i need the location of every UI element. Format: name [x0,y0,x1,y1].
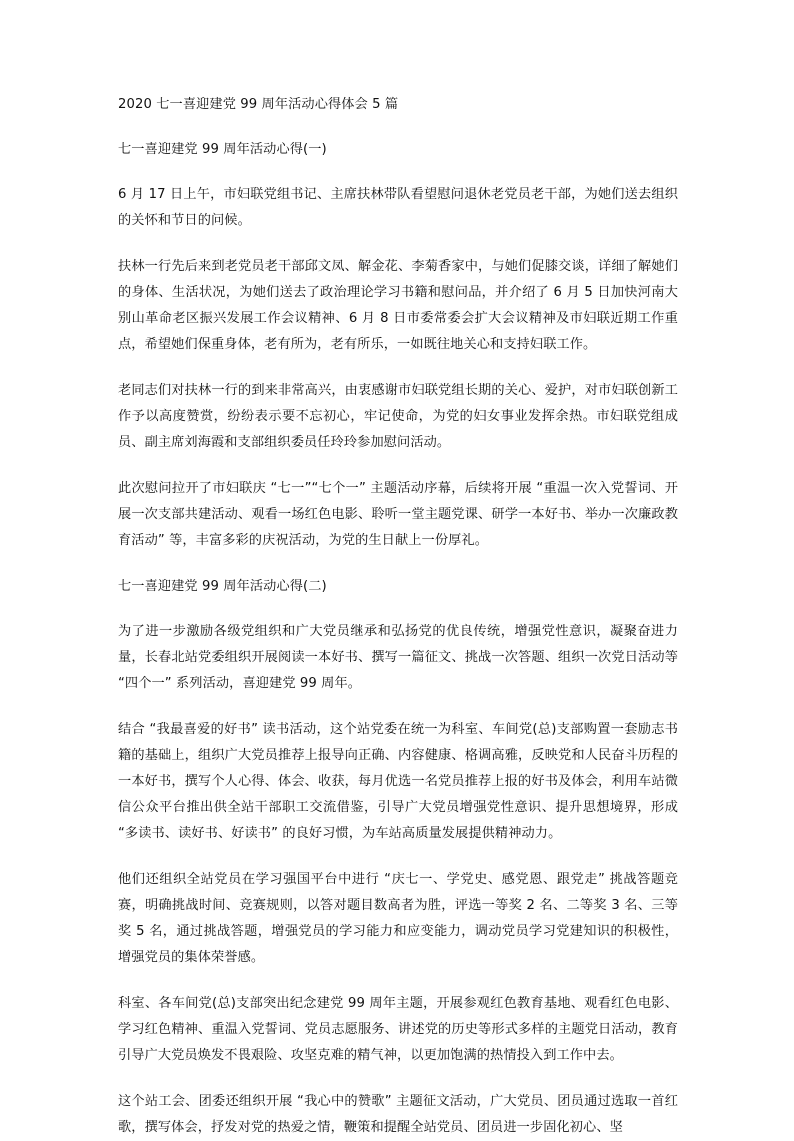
section-heading-2: 七一喜迎建党 99 周年活动心得(二) [118,579,327,594]
paragraph: 结合 “我最喜爱的好书” 读书活动，这个站党委在统一为科室、车间党(总)支部购置一套励志书籍的基础上，组织广大党员推荐上报导向正确、内容健康、格调高雅，反映党和人民奋斗历程的一本好书，撰写个人心得、体会、收获，每月优选一名党员推荐上报的好书及体会，利用车站微信公众平台推出供全站干部职工交流借鉴，引导广大党员增强党性意识、提升思想境界，形成 “多读书、读好书、好读书” 的良好习惯，为车站高质量发展提供精神动力。 [118,722,678,841]
paragraph: 老同志们对扶林一行的到来非常高兴，由衷感谢市妇联党组长期的关心、爱护，对市妇联创新工作予以高度赞赏，纷纷表示要不忘初心，牢记使命，为党的妇女事业发挥余热。市妇联党组成员、副主席刘海霞和支部组织委员任玲玲参加慰问活动。 [118,383,678,450]
section-heading-1: 七一喜迎建党 99 周年活动心得(一) [118,142,327,157]
spacer [118,358,678,378]
paragraph: 为了进一步激励各级党组织和广大党员继承和弘扬党的优良传统，增强党性意识，凝聚奋进力量，长春北站党委组织开展阅读一本好书、撰写一篇征文、挑战一次答题、组织一次党日活动等 “四个一” 系列活动，喜迎建党 99 周年。 [118,624,678,691]
document-title: 2020 七一喜迎建党 99 周年活动心得体会 5 篇 [118,97,399,112]
spacer [118,971,678,991]
paragraph: 6 月 17 日上午，市妇联党组书记、主席扶林带队看望慰问退休老党员老干部，为她们送去组织的关怀和节日的问候。 [118,187,678,228]
spacer [118,554,678,574]
paragraph: 此次慰问拉开了市妇联庆 “七一”“七个一” 主题活动序幕，后续将开展 “重温一次入党誓词、开展一次支部共建活动、观看一场红色电影、聆听一堂主题党课、研学一本好书、举办一次廉政教育活动” 等，丰富多彩的庆祝活动，为党的生日献上一份厚礼。 [118,481,678,548]
paragraph: 科室、各车间党(总)支部突出纪念建党 99 周年主题，开展参观红色教育基地、观看红色电影、学习红色精神、重温入党誓词、党员志愿服务、讲述党的历史等形式多样的主题党日活动，教育引导广大党员焕发不畏艰险、攻坚克难的精气神，以更加饱满的热情投入到工作中去。 [118,996,678,1063]
spacer [118,118,678,137]
spacer [118,1069,678,1089]
spacer [118,600,678,619]
paragraph: 扶林一行先后来到老党员老干部邱文凤、解金花、李菊香家中，与她们促膝交谈，详细了解她们的身体、生活状况，为她们送去了政治理论学习书籍和慰问品，并介绍了 6 月 5 日加快河南大别山革命老区振兴发展工作会议精神、6 月 8 日市委常委会扩大会议精神及市妇联近期工作重点，希望她们保重身体，老有所为，老有所乐，一如既往地关心和支持妇联工作。 [118,259,678,352]
spacer [118,456,678,476]
spacer [118,163,678,182]
spacer [118,234,678,254]
paragraph: 他们还组织全站党员在学习强国平台中进行 “庆七一、学党史、感党恩、跟党走” 挑战答题竞赛，明确挑战时间、竞赛规则，以答对题目数高者为胜，评选一等奖 2 名、二等奖 3 名、三等奖 5 名，通过挑战答题，增强党员的学习能力和应变能力，调动党员学习党建知识的积极性，增强党员的集体荣誉感。 [118,872,678,965]
spacer [118,697,678,717]
paragraph: 这个站工会、团委还组织开展 “我心中的赞歌” 主题征文活动，广大党员、团员通过选取一首红歌，撰写体会，抒发对党的热爱之情，鞭策和提醒全站党员、团员进一步固化初心、坚 [118,1094,678,1135]
spacer [118,847,678,867]
document-page [118,92,678,1141]
